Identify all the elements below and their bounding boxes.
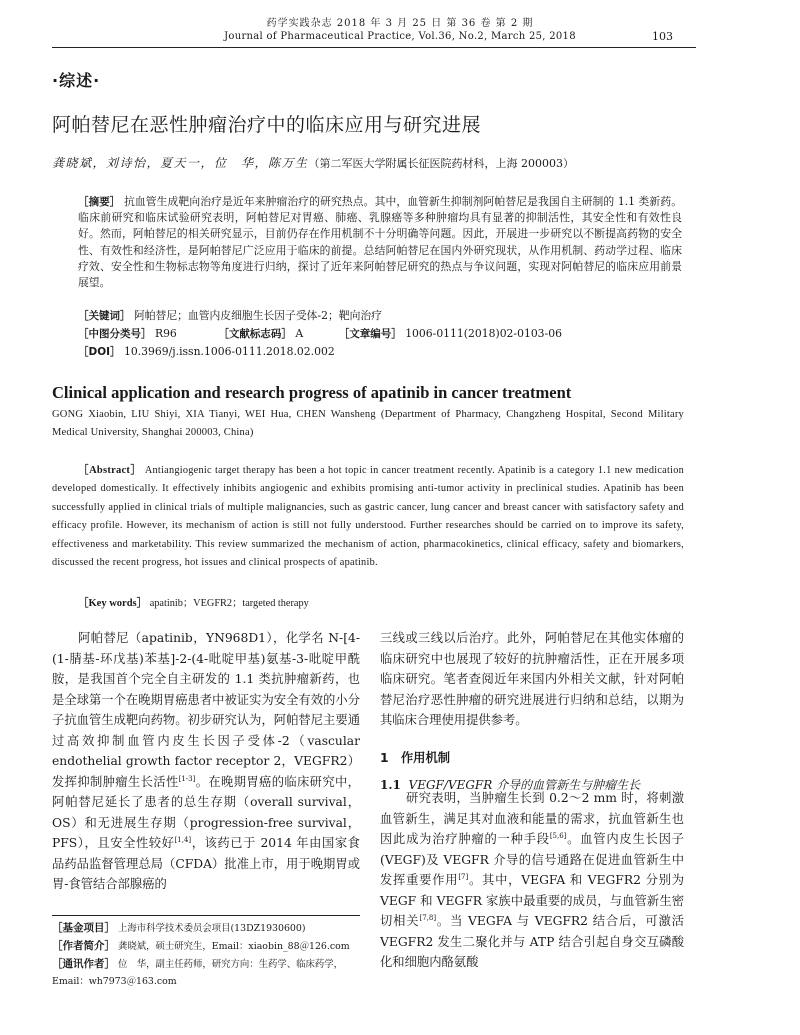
doi-label: ［DOI］ (78, 346, 121, 358)
citation: [5,6] (549, 831, 567, 840)
authors-en: GONG Xiaobin, LIU Shiyi, XIA Tianyi, WEI Hua, CHEN Wansheng (Department of Pharmacy, Changzheng Hospital, Second Military Medical University, Shanghai 200003, China) (52, 409, 684, 438)
classification-row (78, 326, 562, 341)
citation: [1,4] (174, 835, 192, 844)
citation: [7] (458, 872, 469, 881)
abstract-cn-text: 抗血管生成靶向治疗是近年来肿瘤治疗的研究热点。其中，血管新生抑制剂阿帕替尼是我国自主研制的 1.1 类新药。临床前研究和临床试验研究表明，阿帕替尼对胃癌、肺癌、乳腺癌等多种肿瘤均具有显著的抑制活性，其安全性和有效性良好。然而，阿帕替尼的相关研究显示，目前仍存在作用机制不十分明确等问题。因此，开展进一步研究以不断提高药物的安全性、有效性和经济性，是阿帕替尼广泛应用于临床的前提。总结阿帕替尼在国内外研究现状，从作用机制、药动学过程、临床疗效、安全性和生物标志物等角度进行归纳，探讨了近年来阿帕替尼研究的热点与争议问题，实现对阿帕替尼的临床应用前景展望。 (78, 195, 683, 290)
footnote-author (52, 938, 360, 955)
author-bio-text: 龚晓斌，硕士研究生，Email：xiaobin_88＠126.com (117, 941, 350, 952)
body-text: 。在晚期胃癌的临床研究中，阿帕替尼延长了患者的总生存期（overall survival，OS）和无进展生存期（progression-free survival，PFS），且安全性较好 (52, 774, 360, 850)
doc-code-value: A (295, 327, 304, 340)
authors-cn: 龚晓斌，刘诗怡，夏天一，位 华，陈万生 (52, 156, 309, 170)
title-cn: 阿帕替尼在恶性肿瘤治疗中的临床应用与研究进展 (52, 114, 482, 136)
clc-label: ［中图分类号］ (78, 328, 152, 340)
header-rule (52, 47, 696, 48)
abstract-en (52, 462, 684, 572)
keywords-cn (78, 308, 382, 323)
keywords-en (78, 594, 309, 610)
footnote-fund (52, 920, 360, 937)
authors-cn-line (52, 154, 574, 171)
article-no-value: 1006-0111(2018)02-0103-06 (405, 327, 562, 340)
body-text: 阿帕替尼（apatinib，YN968D1），化学名 N-[4-(1-腈基-环戊基)苯基]-2-(4-吡啶甲基)氨基-3-吡啶甲酰胺，是我国首个完全自主研发的 1.1 类抗肿瘤新药，也是全球第一个在晚期胃癌患者中被证实为安全有效的小分子抗血管生成靶向药物。初步研究认为，阿帕替尼主要通过高效抑制血管内皮生长因子受体-2（vascular endothelial growth factor receptor 2，VEGFR2）发挥抑制肿瘤生长活性 (52, 631, 360, 789)
citation: [1-3] (178, 774, 196, 783)
keywords-en-label: ［Key words］ (78, 598, 148, 609)
journal-header-en: Journal of Pharmaceutical Practice, Vol.36, No.2, March 25, 2018 (224, 31, 576, 42)
section-label: ·综述· (52, 71, 101, 90)
abstract-en-text: Antiangiogenic target therapy has been a hot topic in cancer treatment recently. Apatinib is a category 1.1 new medication developed domestically. It effectively inhibits angiogenic and exhibits promising anti-tumor activity in preclinical studies. Apatinib has been successfully applied in clinical trials of multiple malignancies, such as gastric cancer, lung cancer and breast cancer with satisfactory safety and efficacy profile. However, its mechanism of action is still not fully understood. Further researches should be carried on to improve its safety, effectiveness and marketability. This review summarized the mechanism of action, pharmacokinetics, clinical efficacy, safety and biomarkers, discussed the recent progress, hot issues and clinical prospects of apatinib. (52, 465, 684, 569)
page-number: 103 (652, 30, 673, 43)
body-text: 研究表明，当肿瘤生长到 0.2～2 mm 时，将刺激血管新生，满足其对血液和能量的需求，抗血管新生也因此成为治疗肿瘤的一种手段 (380, 791, 684, 846)
body-text: ，该药已于 2014 年由国家食品药品监督管理总局（CFDA）批准上市，用于晚期胃或胃-食管结合部腺癌的 (52, 836, 360, 891)
author-bio-label: ［作者简介］ (52, 940, 115, 952)
fund-label: ［基金项目］ (52, 922, 115, 934)
abstract-cn (78, 194, 682, 291)
body-right-paragraph-1: 三线或三线以后治疗。此外，阿帕替尼在其他实体瘤的临床研究中也展现了较好的抗肿瘤活性，正在开展多项临床研究。笔者查阅近年来国内外相关文献，针对阿帕替尼治疗恶性肿瘤的研究进展进行归纳和总结，以期为其临床合理使用提供参考。 (380, 631, 684, 727)
clc-value: R96 (154, 327, 177, 340)
affiliation-cn: （第二军医大学附属长征医院药材科，上海 200003） (308, 157, 575, 170)
section-heading-1: 1 作用机制 (380, 751, 451, 765)
keywords-cn-text: 阿帕替尼；血管内皮细胞生长因子受体-2；靶向治疗 (133, 309, 382, 322)
doc-code-label: ［文献标志码］ (218, 328, 292, 340)
article-no-label: ［文章编号］ (338, 328, 402, 340)
journal-header-cn: 药学实践杂志 2018 年 3 月 25 日 第 36 卷 第 2 期 (266, 18, 534, 29)
footnote-rule (52, 915, 360, 916)
section-number: 1.1 (380, 778, 401, 792)
doi-row (78, 344, 335, 359)
body-left-column (52, 628, 360, 895)
body-right-paragraph-2 (380, 788, 684, 973)
keywords-cn-label: ［关键词］ (78, 310, 131, 322)
corresponding-label: ［通讯作者］ (52, 958, 115, 970)
doi-value: 10.3969/j.issn.1006-0111.2018.02.002 (124, 345, 335, 358)
abstract-cn-label: ［摘要］ (78, 196, 121, 208)
corresponding-text: 位 华，副主任药师，研究方向：生药学、临床药学，Email：wh7973＠163.com (52, 959, 343, 987)
footnote-corresponding (52, 956, 360, 990)
body-text: 。当 VEGFA 与 VEGFR2 结合后，可激活 VEGFR2 发生二聚化并与 ATP 结合引起自身交互磷酸化和细胞内酪氨酸 (380, 914, 684, 969)
body-text: 。血管内皮生长因子(VEGF)及 VEGFR 介导的信号通路在促进血管新生中发挥重要作用 (380, 832, 684, 887)
keywords-en-text: apatinib；VEGFR2；targeted therapy (149, 598, 309, 609)
title-en: Clinical application and research progress of apatinib in cancer treatment (52, 383, 572, 402)
citation: [7,8] (419, 913, 437, 922)
section-title: VEGF/VEGFR 介导的血管新生与肿瘤生长 (408, 778, 641, 792)
abstract-en-label: ［Abstract］ (78, 465, 142, 476)
fund-text: 上海市科学技术委员会项目(13DZ1930600) (117, 923, 306, 934)
body-text: 。其中，VEGFA 和 VEGFR2 分别为 VEGF 和 VEGFR 家族中最重要的成员，与血管新生密切相关 (380, 873, 684, 928)
